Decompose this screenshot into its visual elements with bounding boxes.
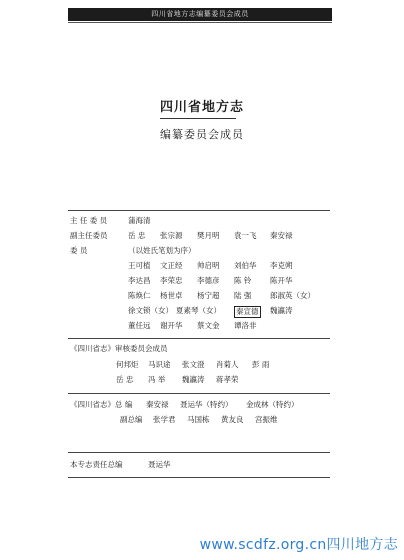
members-label: 委 员 [70,246,88,255]
responsible-editor-name: 聂运华 [148,460,171,469]
member-name: 陈开华 [270,276,293,285]
member-name: 王可植 [128,261,151,270]
review-name: 岳 忠 [116,375,134,384]
member-name: 文正经 [160,261,183,270]
member-name: 陈焕仁 [128,291,151,300]
deputy-editor-name: 马国栋 [187,415,210,424]
member-name: 夏素琴（女） [176,306,221,315]
section-rule-bottom [68,477,330,478]
member-name: 李德彦 [197,276,220,285]
member-name-boxed: 秦宣德 [236,307,259,316]
deputy-editor-label: 副总编 [120,415,143,424]
review-name: 马识途 [148,360,171,369]
section-rule [68,338,330,339]
review-name: 彭 雨 [252,360,270,369]
director-name: 蒲海清 [128,216,151,225]
deputy-label: 副主任委员 [70,231,108,240]
section-rule-top [68,210,330,211]
deputy-editor-name: 张学君 [153,415,176,424]
member-name: 董任远 [128,321,151,330]
member-name: 谭洛非 [234,321,257,330]
member-name: 陆 强 [234,291,252,300]
review-name: 魏瀛涛 [182,375,205,384]
director-label: 主 任 委 员 [70,216,108,225]
deputy-name: 秦安禄 [270,231,293,240]
chief-editor-label: 《四川省志》总 编 [70,400,133,409]
section-rule [68,393,330,394]
member-name: 杨宁超 [197,291,220,300]
deputy-name: 岳 忠 [128,231,146,240]
deputy-editor-name: 宫振维 [255,415,278,424]
member-name: 李荣忠 [160,276,183,285]
review-name: 冯 举 [148,375,166,384]
member-name: 蔡文金 [197,321,220,330]
member-name: 杨世卓 [160,291,183,300]
members-note: （以姓氏笔划为序） [128,246,196,255]
member-name: 谢开华 [160,321,183,330]
deputy-name: 樊月明 [197,231,220,240]
member-name: 李克朔 [270,261,293,270]
chief-editor-name: 金成林（特约） [246,400,299,409]
review-name: 蒋孝荣 [216,375,239,384]
review-name: 肖菊人 [216,360,239,369]
header-rule [68,22,332,23]
chief-editor-name: 聂运华（特约） [180,400,233,409]
responsible-editor-label: 本专志责任总编 [70,460,123,469]
member-name: 郎淑英（女） [270,291,315,300]
deputy-editor-name: 黄友良 [221,415,244,424]
member-name: 刘伯华 [234,261,257,270]
member-name: 帅启明 [197,261,220,270]
deputy-name: 张宗源 [160,231,183,240]
review-label: 《四川省志》审核委员会成员 [70,344,168,353]
member-name: 魏瀛涛 [270,306,293,315]
section-rule [68,452,330,453]
review-name: 张文澄 [182,360,205,369]
member-name: 陈 铃 [234,276,252,285]
title-divider [160,118,236,119]
running-header: 四川省地方志编纂委员会成员 [68,8,332,21]
chief-editor-name: 秦安禄 [146,400,169,409]
site-watermark: www.scdfz.org.cn四川地方志 [199,537,398,553]
review-name: 何邦炬 [116,360,139,369]
member-name: 徐文锁（女） [128,306,173,315]
committee-title: 编纂委员会成员 [160,128,244,141]
book-title: 四川省地方志 [159,100,244,115]
deputy-name: 袁一飞 [234,231,257,240]
member-name: 李达昌 [128,276,151,285]
